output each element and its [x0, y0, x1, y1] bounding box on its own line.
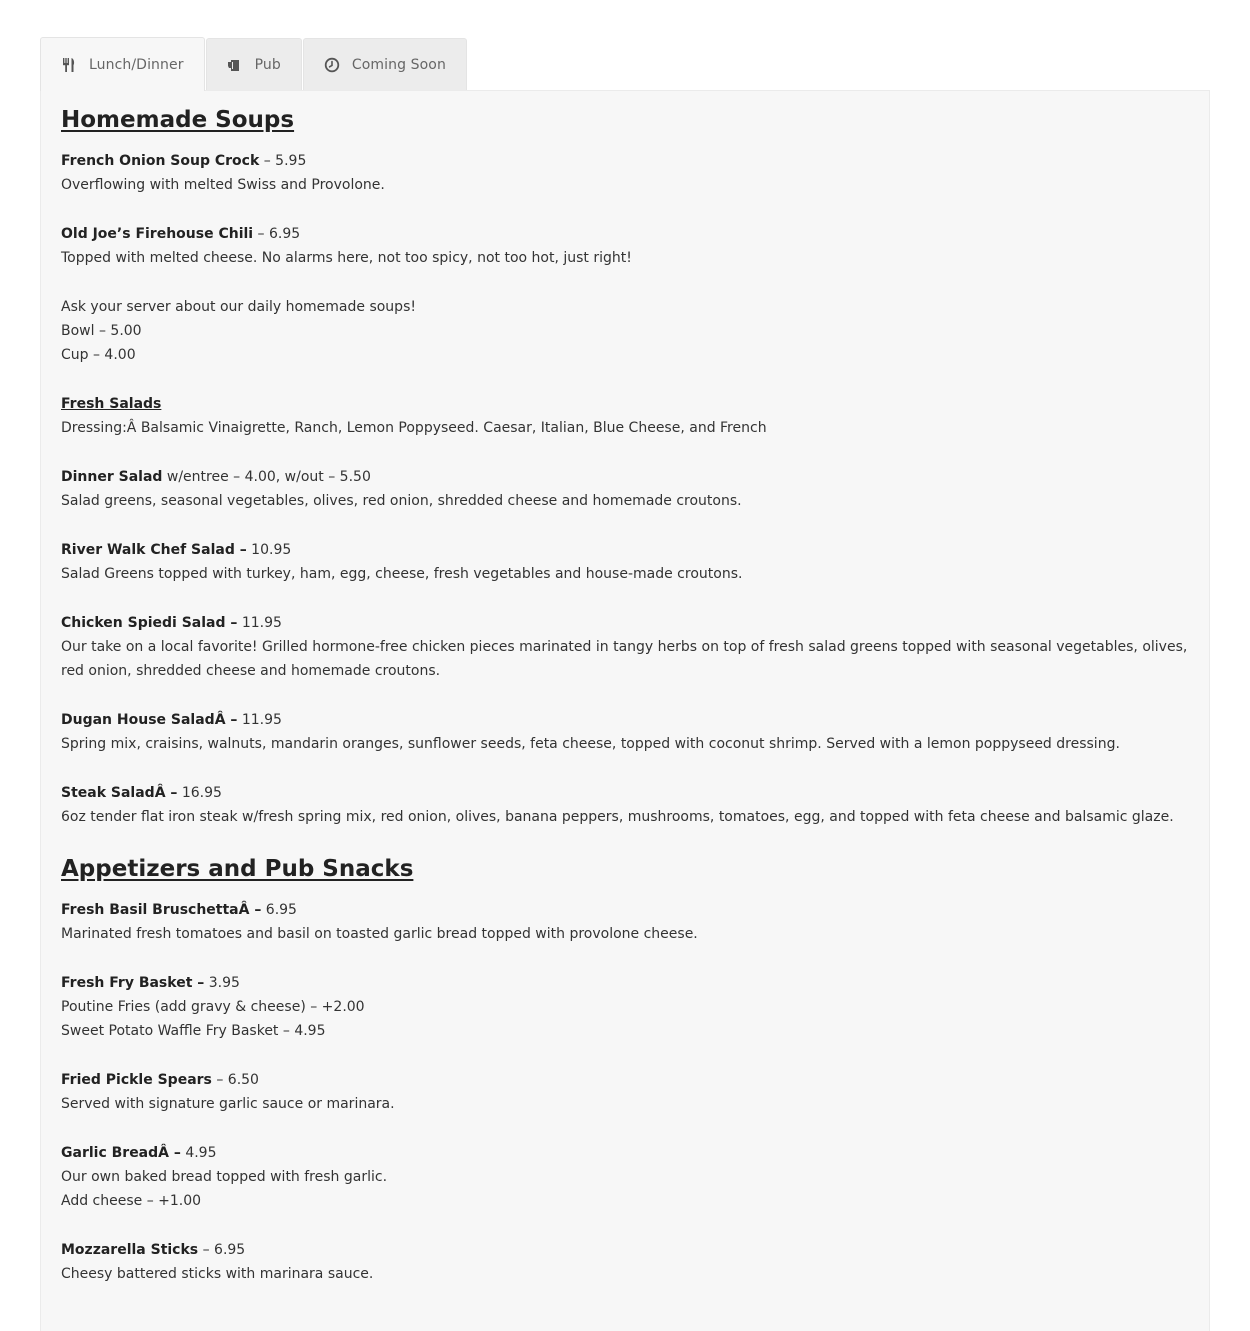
utensils-icon — [61, 57, 77, 73]
item-description: Marinated fresh tomatoes and basil on toasted garlic bread topped with provolone cheese. — [61, 926, 698, 942]
menu-item-chili — [61, 222, 1189, 270]
item-name: Chicken Spiedi Salad – — [61, 615, 238, 631]
menu-item-fry-basket — [61, 971, 1189, 1043]
item-option: Sweet Potato Waffle Fry Basket – 4.95 — [61, 1023, 326, 1039]
daily-soups-text: Ask your server about our daily homemade soups! — [61, 299, 416, 315]
item-description: Overflowing with melted Swiss and Provolone. — [61, 177, 385, 193]
bowl-price: Bowl – 5.00 — [61, 323, 142, 339]
item-description: Salad greens, seasonal vegetables, olives, red onion, shredded cheese and homemade croutons. — [61, 493, 742, 509]
item-description: Salad Greens topped with turkey, ham, egg, cheese, fresh vegetables and house-made croutons. — [61, 566, 743, 582]
dressing-list: Dressing:Â Balsamic Vinaigrette, Ranch, Lemon Poppyseed. Caesar, Italian, Blue Cheese, and French — [61, 420, 767, 436]
sub-heading-salads: Fresh Salads — [61, 396, 162, 412]
item-name: Fresh Fry Basket – — [61, 975, 205, 991]
salads-header — [61, 392, 1189, 440]
item-name: Fried Pickle Spears — [61, 1072, 212, 1088]
menu-item-chef-salad — [61, 538, 1189, 586]
item-price: 16.95 — [177, 785, 222, 801]
clock-icon — [324, 57, 340, 73]
item-name: Old Joe’s Firehouse Chili — [61, 226, 254, 242]
item-description: Spring mix, craisins, walnuts, mandarin oranges, sunflower seeds, feta cheese, topped with coconut shrimp. Served with a lemon poppyseed dressing. — [61, 736, 1120, 752]
tab-label: Coming Soon — [351, 57, 446, 73]
item-name: Steak SaladÂ – — [61, 785, 178, 801]
menu-tabs — [40, 37, 468, 91]
item-description: Our own baked bread topped with fresh garlic. — [61, 1169, 388, 1185]
item-option: Poutine Fries (add gravy & cheese) – +2.00 — [61, 999, 365, 1015]
tab-lunch-dinner[interactable] — [40, 37, 205, 91]
item-price: 11.95 — [237, 615, 282, 631]
item-price: 3.95 — [204, 975, 240, 991]
item-name: Fresh Basil BruschettaÂ – — [61, 902, 262, 918]
section-title-appetizers: Appetizers and Pub Snacks — [61, 856, 414, 882]
cup-price: Cup – 4.00 — [61, 347, 136, 363]
section-title-soups: Homemade Soups — [61, 107, 295, 133]
item-name: River Walk Chef Salad – — [61, 542, 247, 558]
item-name: Garlic BreadÂ – — [61, 1145, 181, 1161]
tab-coming-soon[interactable] — [303, 38, 467, 91]
item-price: 10.95 — [246, 542, 292, 558]
menu-item-bruschetta — [61, 898, 1189, 946]
tab-label: Pub — [254, 57, 281, 73]
menu-item-steak-salad — [61, 781, 1189, 829]
menu-item-dugan-salad — [61, 708, 1189, 756]
tab-panel-lunch-dinner — [40, 90, 1210, 1331]
menu-item-garlic-bread — [61, 1141, 1189, 1213]
item-name: Dinner Salad — [61, 469, 163, 485]
item-description: 6oz tender flat iron steak w/fresh spring mix, red onion, olives, banana peppers, mushrooms, tomatoes, egg, and topped with feta cheese and balsamic glaze. — [61, 809, 1174, 825]
item-name: Mozzarella Sticks — [61, 1242, 199, 1258]
menu-item-french-onion — [61, 149, 1189, 197]
item-description: Served with signature garlic sauce or marinara. — [61, 1096, 395, 1112]
item-price: w/entree – 4.00, w/out – 5.50 — [162, 469, 371, 485]
item-price: – 6.95 — [198, 1242, 246, 1258]
menu-item-spiedi-salad — [61, 611, 1189, 683]
item-price: 4.95 — [180, 1145, 217, 1161]
menu-item-dinner-salad — [61, 465, 1189, 513]
item-name: French Onion Soup Crock — [61, 153, 260, 169]
daily-soups-note — [61, 295, 1189, 367]
item-name: Dugan House SaladÂ – — [61, 712, 238, 728]
menu-item-mozzarella-sticks — [61, 1238, 1189, 1286]
item-price: 11.95 — [237, 712, 282, 728]
item-price: – 5.95 — [259, 153, 307, 169]
item-description: Cheesy battered sticks with marinara sauce. — [61, 1266, 374, 1282]
tab-label: Lunch/Dinner — [89, 56, 184, 73]
menu-item-pickle-spears — [61, 1068, 1189, 1116]
tab-pub[interactable] — [206, 38, 302, 91]
item-option: Add cheese – +1.00 — [61, 1193, 202, 1209]
item-description: Our take on a local favorite! Grilled hormone-free chicken pieces marinated in tangy herbs on top of fresh salad greens topped with seasonal vegetables, olives, red onion, shredded cheese and homemade croutons. — [61, 639, 1188, 679]
item-price: 6.95 — [261, 902, 297, 918]
item-price: – 6.50 — [211, 1072, 259, 1088]
item-description: Topped with melted cheese. No alarms here, not too spicy, not too hot, just right! — [61, 250, 632, 266]
item-price: – 6.95 — [253, 226, 301, 242]
beer-icon — [227, 57, 243, 73]
